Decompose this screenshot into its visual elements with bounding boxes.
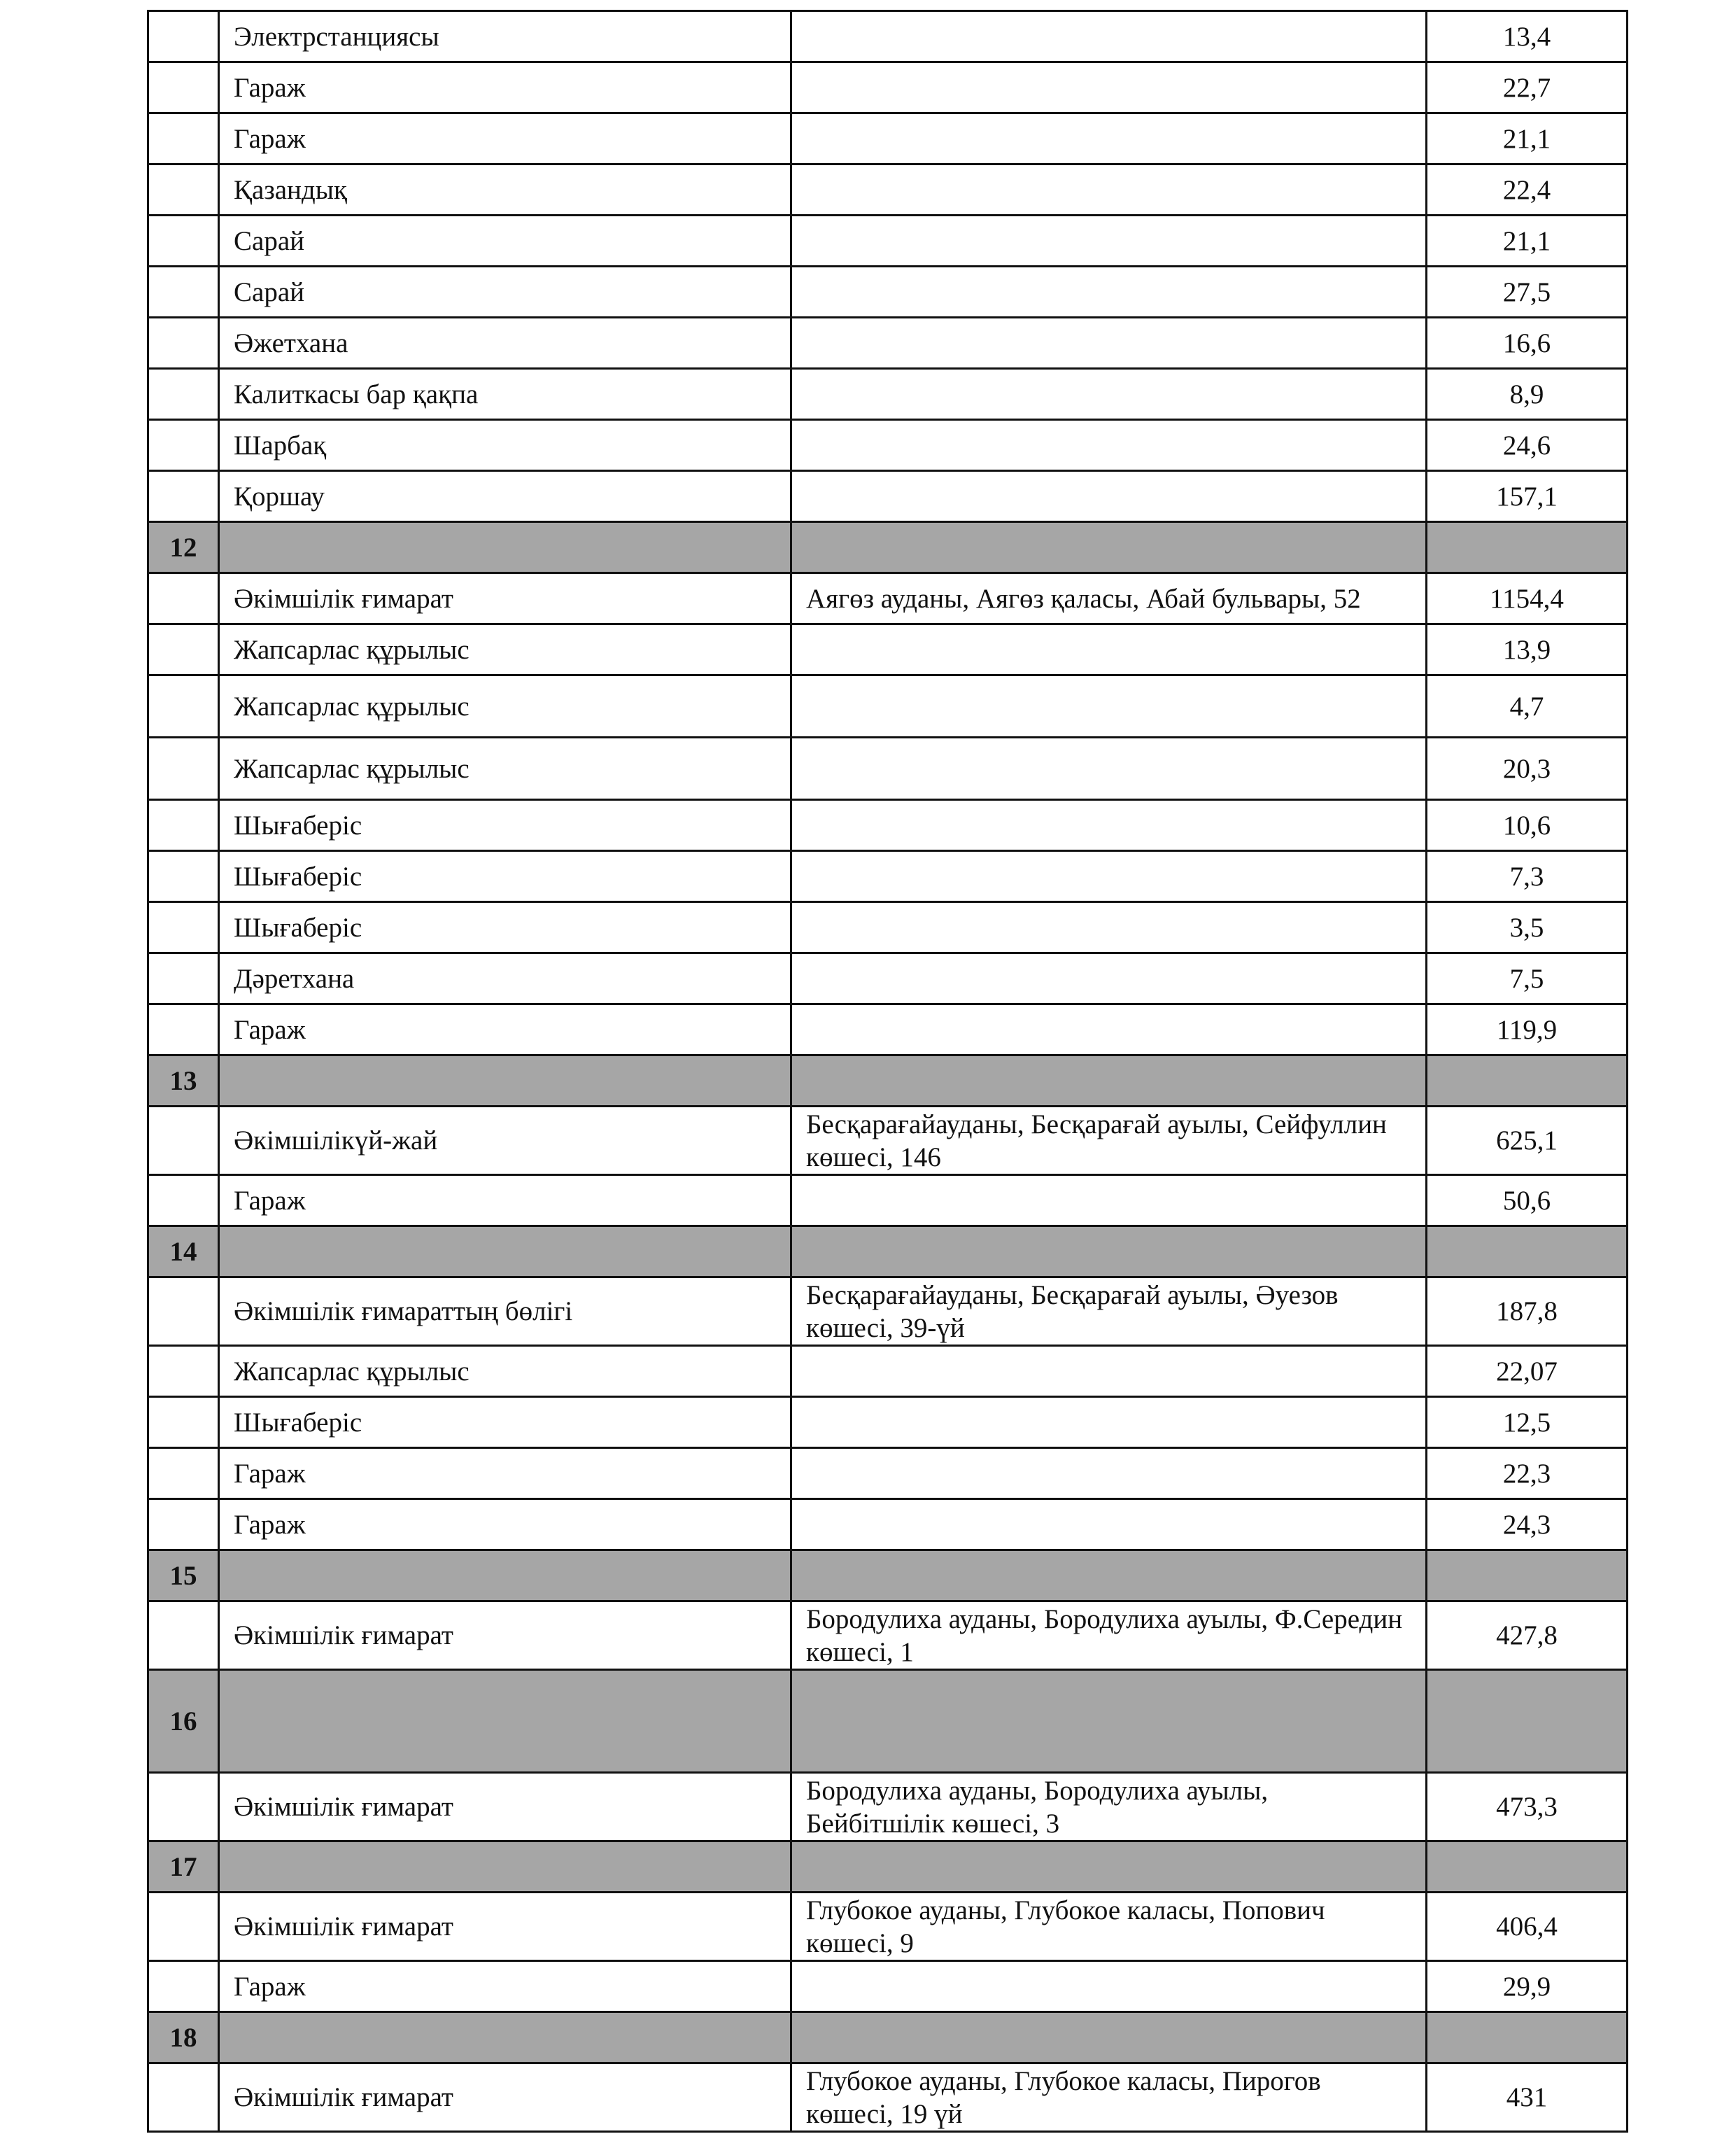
row-number-cell xyxy=(148,1893,219,1961)
object-name: Калиткасы бар қақпа xyxy=(219,369,791,420)
group-empty-cell xyxy=(1427,1226,1628,1277)
object-name: Әкімшілік ғимарат xyxy=(219,2063,791,2132)
object-name: Қоршау xyxy=(219,471,791,522)
object-area: 21,1 xyxy=(1427,216,1628,267)
table-row xyxy=(148,1397,1628,1448)
object-area: 119,9 xyxy=(1427,1004,1628,1055)
group-number: 12 xyxy=(148,522,219,573)
table-row xyxy=(148,1107,1628,1175)
table-row xyxy=(148,1277,1628,1346)
object-name: Гараж xyxy=(219,1499,791,1550)
object-name: Әкімшілік ғимарат xyxy=(219,1601,791,1670)
group-header-row xyxy=(148,1226,1628,1277)
object-area: 10,6 xyxy=(1427,800,1628,851)
object-address xyxy=(791,1397,1427,1448)
table-row xyxy=(148,318,1628,369)
object-name: Шығаберіс xyxy=(219,1397,791,1448)
object-address xyxy=(791,420,1427,471)
object-address xyxy=(791,1175,1427,1226)
row-number-cell xyxy=(148,1601,219,1670)
object-area: 13,4 xyxy=(1427,11,1628,62)
row-number-cell xyxy=(148,216,219,267)
group-empty-cell xyxy=(219,1670,791,1773)
group-empty-cell xyxy=(1427,1550,1628,1601)
group-number: 14 xyxy=(148,1226,219,1277)
object-area: 8,9 xyxy=(1427,369,1628,420)
table-row xyxy=(148,164,1628,216)
object-address: Аягөз ауданы, Аягөз қаласы, Абай бульвары, 52 xyxy=(791,573,1427,624)
group-empty-cell xyxy=(219,522,791,573)
row-number-cell xyxy=(148,675,219,738)
table-row xyxy=(148,216,1628,267)
group-empty-cell xyxy=(791,1841,1427,1893)
object-address: Бородулиха ауданы, Бородулиха ауылы, Ф.Середин көшесі, 1 xyxy=(791,1601,1427,1670)
object-address: Бесқарағайауданы, Бесқарағай ауылы, Әуезов көшесі, 39-үй xyxy=(791,1277,1427,1346)
group-empty-cell xyxy=(1427,1670,1628,1773)
object-name: Сарай xyxy=(219,267,791,318)
object-address xyxy=(791,62,1427,113)
object-name: Әжетхана xyxy=(219,318,791,369)
table-row xyxy=(148,1601,1628,1670)
table-row xyxy=(148,62,1628,113)
object-area: 431 xyxy=(1427,2063,1628,2132)
row-number-cell xyxy=(148,1004,219,1055)
object-name: Дәретхана xyxy=(219,953,791,1004)
table-row xyxy=(148,1448,1628,1499)
object-name: Гараж xyxy=(219,62,791,113)
group-number: 17 xyxy=(148,1841,219,1893)
group-empty-cell xyxy=(791,1670,1427,1773)
object-name: Сарай xyxy=(219,216,791,267)
group-header-row xyxy=(148,522,1628,573)
object-name: Әкімшілік ғимарат xyxy=(219,1893,791,1961)
row-number-cell xyxy=(148,113,219,164)
object-area: 7,3 xyxy=(1427,851,1628,902)
object-name: Шығаберіс xyxy=(219,851,791,902)
group-empty-cell xyxy=(1427,1841,1628,1893)
table-row xyxy=(148,11,1628,62)
table-row xyxy=(148,1961,1628,2012)
object-address: Глубокое ауданы, Глубокое каласы, Попович көшесі, 9 xyxy=(791,1893,1427,1961)
object-area: 3,5 xyxy=(1427,902,1628,953)
group-empty-cell xyxy=(791,2012,1427,2063)
group-number: 13 xyxy=(148,1055,219,1107)
object-address xyxy=(791,1961,1427,2012)
group-empty-cell xyxy=(219,1226,791,1277)
group-empty-cell xyxy=(219,1550,791,1601)
object-address xyxy=(791,164,1427,216)
table-row xyxy=(148,2063,1628,2132)
object-address xyxy=(791,851,1427,902)
group-empty-cell xyxy=(1427,2012,1628,2063)
object-area: 20,3 xyxy=(1427,738,1628,800)
property-table-body xyxy=(148,11,1628,2132)
object-address xyxy=(791,738,1427,800)
row-number-cell xyxy=(148,1961,219,2012)
object-name: Гараж xyxy=(219,113,791,164)
group-header-row xyxy=(148,1841,1628,1893)
group-empty-cell xyxy=(1427,522,1628,573)
object-address xyxy=(791,318,1427,369)
group-empty-cell xyxy=(219,1055,791,1107)
object-name: Гараж xyxy=(219,1004,791,1055)
object-area: 16,6 xyxy=(1427,318,1628,369)
group-empty-cell xyxy=(791,1226,1427,1277)
object-address xyxy=(791,902,1427,953)
group-header-row xyxy=(148,1550,1628,1601)
object-address xyxy=(791,1448,1427,1499)
row-number-cell xyxy=(148,953,219,1004)
table-row xyxy=(148,800,1628,851)
row-number-cell xyxy=(148,420,219,471)
table-row xyxy=(148,573,1628,624)
table-row xyxy=(148,1893,1628,1961)
object-name: Әкімшілік ғимараттың бөлігі xyxy=(219,1277,791,1346)
group-empty-cell xyxy=(791,1055,1427,1107)
object-area: 24,6 xyxy=(1427,420,1628,471)
row-number-cell xyxy=(148,1346,219,1397)
property-table xyxy=(147,10,1628,2133)
object-name: Жапсарлас құрылыс xyxy=(219,675,791,738)
group-empty-cell xyxy=(791,1550,1427,1601)
object-area: 24,3 xyxy=(1427,1499,1628,1550)
object-address xyxy=(791,471,1427,522)
object-name: Әкімшілік ғимарат xyxy=(219,1773,791,1841)
object-name: Жапсарлас құрылыс xyxy=(219,1346,791,1397)
group-header-row xyxy=(148,1670,1628,1773)
row-number-cell xyxy=(148,471,219,522)
object-area: 473,3 xyxy=(1427,1773,1628,1841)
object-area: 22,07 xyxy=(1427,1346,1628,1397)
table-row xyxy=(148,1499,1628,1550)
row-number-cell xyxy=(148,902,219,953)
row-number-cell xyxy=(148,1397,219,1448)
object-area: 21,1 xyxy=(1427,113,1628,164)
group-number: 15 xyxy=(148,1550,219,1601)
object-area: 7,5 xyxy=(1427,953,1628,1004)
object-area: 22,4 xyxy=(1427,164,1628,216)
object-address xyxy=(791,800,1427,851)
object-name: Жапсарлас құрылыс xyxy=(219,624,791,675)
row-number-cell xyxy=(148,800,219,851)
object-address xyxy=(791,369,1427,420)
table-row xyxy=(148,738,1628,800)
row-number-cell xyxy=(148,1448,219,1499)
object-address xyxy=(791,675,1427,738)
object-name: Шығаберіс xyxy=(219,800,791,851)
row-number-cell xyxy=(148,851,219,902)
object-address xyxy=(791,267,1427,318)
object-area: 157,1 xyxy=(1427,471,1628,522)
table-row xyxy=(148,675,1628,738)
object-area: 27,5 xyxy=(1427,267,1628,318)
table-row xyxy=(148,420,1628,471)
object-area: 1154,4 xyxy=(1427,573,1628,624)
object-address xyxy=(791,11,1427,62)
object-address xyxy=(791,113,1427,164)
object-address xyxy=(791,216,1427,267)
row-number-cell xyxy=(148,2063,219,2132)
table-row xyxy=(148,953,1628,1004)
row-number-cell xyxy=(148,1499,219,1550)
table-row xyxy=(148,624,1628,675)
group-number: 16 xyxy=(148,1670,219,1773)
row-number-cell xyxy=(148,738,219,800)
row-number-cell xyxy=(148,11,219,62)
object-area: 4,7 xyxy=(1427,675,1628,738)
row-number-cell xyxy=(148,1107,219,1175)
object-address xyxy=(791,1004,1427,1055)
row-number-cell xyxy=(148,62,219,113)
table-row xyxy=(148,902,1628,953)
row-number-cell xyxy=(148,369,219,420)
table-row xyxy=(148,369,1628,420)
object-area: 406,4 xyxy=(1427,1893,1628,1961)
table-row xyxy=(148,113,1628,164)
group-header-row xyxy=(148,2012,1628,2063)
object-name: Гараж xyxy=(219,1448,791,1499)
row-number-cell xyxy=(148,164,219,216)
row-number-cell xyxy=(148,573,219,624)
object-address xyxy=(791,953,1427,1004)
table-row xyxy=(148,471,1628,522)
object-area: 625,1 xyxy=(1427,1107,1628,1175)
object-address xyxy=(791,1346,1427,1397)
object-name: Әкімшілік ғимарат xyxy=(219,573,791,624)
object-name: Жапсарлас құрылыс xyxy=(219,738,791,800)
object-address xyxy=(791,1499,1427,1550)
row-number-cell xyxy=(148,1175,219,1226)
row-number-cell xyxy=(148,267,219,318)
object-address: Бородулиха ауданы, Бородулиха ауылы, Бейбітшілік көшесі, 3 xyxy=(791,1773,1427,1841)
object-address xyxy=(791,624,1427,675)
object-name: Әкімшілікүй-жай xyxy=(219,1107,791,1175)
table-row xyxy=(148,1773,1628,1841)
group-header-row xyxy=(148,1055,1628,1107)
object-name: Қазандық xyxy=(219,164,791,216)
object-name: Электрстанциясы xyxy=(219,11,791,62)
object-area: 29,9 xyxy=(1427,1961,1628,2012)
table-row xyxy=(148,1004,1628,1055)
object-name: Шығаберіс xyxy=(219,902,791,953)
group-empty-cell xyxy=(1427,1055,1628,1107)
object-address: Бесқарағайауданы, Бесқарағай ауылы, Сейфуллин көшесі, 146 xyxy=(791,1107,1427,1175)
object-name: Гараж xyxy=(219,1175,791,1226)
group-empty-cell xyxy=(219,1841,791,1893)
row-number-cell xyxy=(148,1277,219,1346)
object-area: 12,5 xyxy=(1427,1397,1628,1448)
object-name: Гараж xyxy=(219,1961,791,2012)
table-row xyxy=(148,1346,1628,1397)
object-address: Глубокое ауданы, Глубокое каласы, Пирогов көшесі, 19 үй xyxy=(791,2063,1427,2132)
object-area: 13,9 xyxy=(1427,624,1628,675)
object-area: 427,8 xyxy=(1427,1601,1628,1670)
object-area: 22,7 xyxy=(1427,62,1628,113)
row-number-cell xyxy=(148,1773,219,1841)
group-empty-cell xyxy=(219,2012,791,2063)
object-area: 50,6 xyxy=(1427,1175,1628,1226)
object-area: 22,3 xyxy=(1427,1448,1628,1499)
row-number-cell xyxy=(148,624,219,675)
group-number: 18 xyxy=(148,2012,219,2063)
row-number-cell xyxy=(148,318,219,369)
object-area: 187,8 xyxy=(1427,1277,1628,1346)
table-row xyxy=(148,267,1628,318)
group-empty-cell xyxy=(791,522,1427,573)
table-row xyxy=(148,851,1628,902)
object-name: Шарбақ xyxy=(219,420,791,471)
table-row xyxy=(148,1175,1628,1226)
